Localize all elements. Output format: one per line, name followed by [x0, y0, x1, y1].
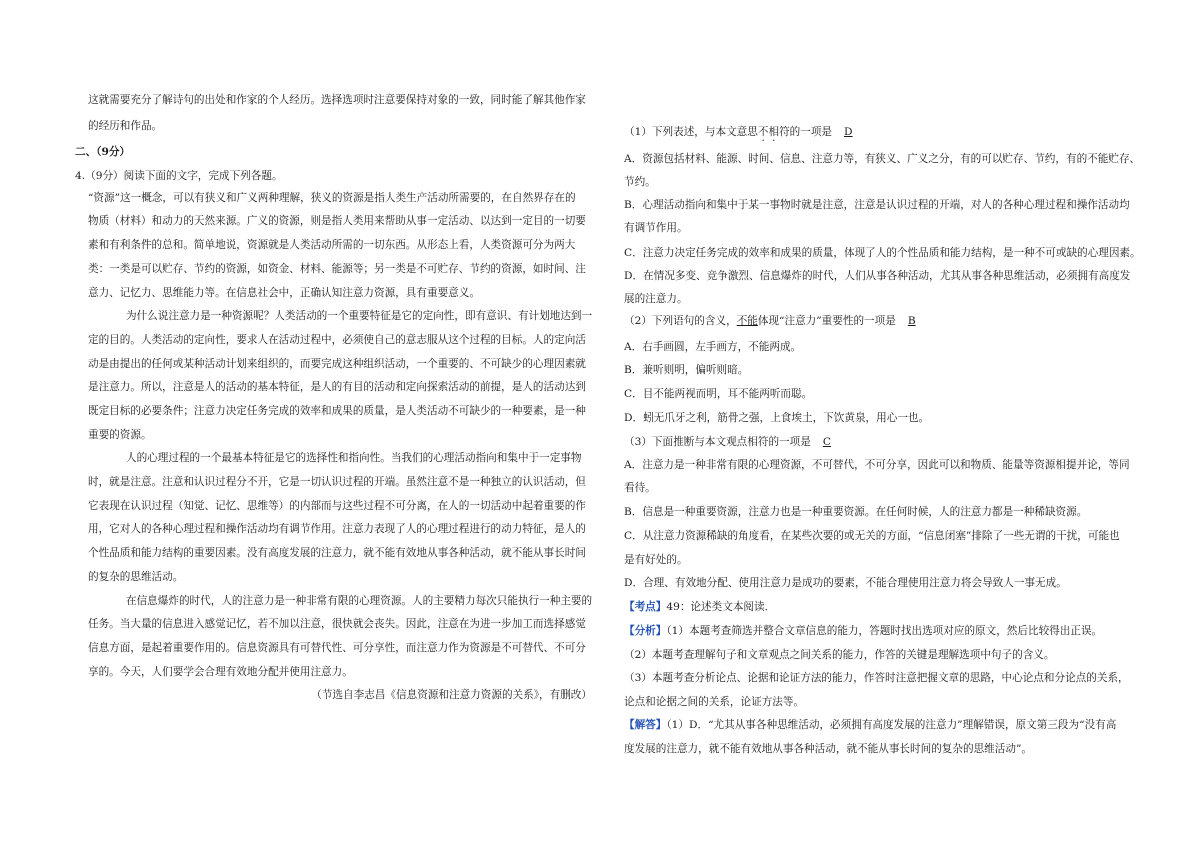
subquestion-1: （1）下列表述，与本文意思不相符的一项是 D [624, 125, 865, 144]
passage-line: 意力、记忆力、思维能力等。在信息社会中，正确认知注意力资源，具有重要意义。 [88, 287, 480, 299]
emphasis-mark: 不相 [757, 126, 780, 138]
passage-line: 任务。当大量的信息进入感觉记忆，若不加以注意，很快就会丧失。因此，注意在为进一步加工而选择感觉 [88, 618, 586, 630]
answer-blank: B [907, 315, 916, 327]
analysis-line: （3）本题考查分析论点、论据和论证方法的能力，作答时注意把握文章的思路，中心论点和分论点的关系， [624, 672, 1129, 684]
passage-line: 重要的资源。 [88, 429, 152, 441]
option-line: A．资源包括材料、能源、时间、信息、注意力等，有狭义、广义之分，有的可以贮存、节约，有的不能贮存、 [624, 153, 1141, 165]
option-line: B．兼听则明，偏听则暗。 [624, 364, 749, 376]
passage-line: 类：一类是可以贮存、节约的资源，如资金、材料、能源等；另一类是不可贮存、节约的资源，如时间、注 [88, 263, 586, 275]
source-citation: （节选自李志昌《信息资源和注意力资源的关系》，有删改） [311, 689, 592, 701]
passage-line: 定的目的。人类活动的定向性，要求人在活动过程中，必须使自己的意志服从这个过程的目标。人的定向活 [88, 334, 586, 346]
option-line: D．合理、有效地分配、使用注意力是成功的要素，不能合理使用注意力将会导致人一事无成。 [624, 577, 1067, 589]
option-line: A．右手画圆，左手画方，不能两成。 [624, 341, 802, 353]
subquestion-3: （3）下面推断与本文观点相符的一项是 C [624, 435, 843, 449]
passage-line: 物质（材料）和动力的天然来源。广义的资源，则是指人类用来帮助从事一定活动、以达到一定目的一切要 [88, 215, 586, 227]
passage-line: 它表现在认识过程（知觉、记忆、思维等）的内部而与这些过程不可分离，在人的一切活动中起着重要的作 [88, 500, 586, 512]
jieda-tag: 【解答】 [624, 719, 667, 731]
analysis-line: （2）本题考查理解句子和文章观点之间关系的能力，作答的关键是理解选项中句子的含义。 [624, 649, 1055, 661]
option-line: C．从注意力资源稀缺的角度看，在某些次要的或无关的方面，“信息闭塞”排除了一些无谓的干扰，可能也 [624, 530, 1120, 542]
answer-blank: C [822, 436, 831, 448]
intro-line: 这就需要充分了解诗句的出处和作家的个人经历。选择选项时注意要保持对象的一致，同时能了解其他作家 [88, 94, 586, 106]
passage-line: 素和有利条件的总和。简单地说，资源就是人类活动所需的一切东西。从形态上看，人类资源可分为两大 [88, 239, 576, 251]
option-line: B．信息是一种重要资源，注意力也是一种重要资源。在任何时候，人的注意力都是一种稀缺资源。 [624, 506, 1088, 518]
passage-line: 为什么说注意力是一种资源呢？人类活动的一个重要特征是它的定向性，即有意识、有计划地达到一 [126, 310, 593, 322]
question-4-title: 4.（9分）阅读下面的文字，完成下列各题。 [75, 170, 283, 182]
emphasis-mark: 不能 [736, 315, 758, 327]
fenxi-tag: 【分析】 [624, 625, 667, 637]
kaodian-tag: 【考点】 [624, 601, 667, 613]
passage-line: 动是由提出的任何或某种活动计划来组织的，而要完成这种组织活动，一个重要的、不可缺少的心理因素就 [88, 358, 586, 370]
passage-line: 信息方面，是起着重要作用的。信息资源具有可替代性、可分享性，而注意力作为资源是不可替代、不可分 [88, 642, 586, 654]
option-line: B．心理活动指向和集中于某一事物时就是注意，注意是认识过程的开端，对人的各种心理过程和操作活动均 [624, 199, 1130, 211]
answer-explanation-line: 度发展的注意力，就不能有效地从事各种活动，就不能从事长时间的复杂的思维活动”。 [624, 743, 1032, 755]
passage-line: 人的心理过程的一个最基本特征是它的选择性和指向性。当我们的心理活动指向和集中于一定事物 [126, 452, 582, 464]
passage-line: 的复杂的思维活动。 [88, 571, 184, 583]
option-line: 有调节作用。 [624, 222, 688, 234]
passage-line: 是注意力。所以，注意是人的活动的基本特征，是人的有目的活动和定向探索活动的前提，是人的活动达到 [88, 381, 586, 393]
option-line: D．蚓无爪牙之利，筋骨之强，上食埃土，下饮黄泉，用心一也。 [624, 412, 930, 424]
passage-line: 个性品质和能力结构的重要因素。没有高度发展的注意力，就不能有效地从事各种活动，就不能从事长时间 [88, 547, 586, 559]
analysis-line: 论点和论据之间的关系，论证方法等。 [624, 696, 805, 708]
option-line: 节约。 [624, 176, 656, 188]
option-line: C．注意力决定任务完成的效率和成果的质量，体现了人的个性品质和能力结构，是一种不可或缺的心理因素。 [624, 247, 1141, 259]
option-line: 看待。 [624, 482, 656, 494]
intro-line: 的经历和作品。 [88, 120, 163, 132]
option-line: A．注意力是一种非常有限的心理资源，不可替代，不可分享，因此可以和物质、能量等资源相提并论，等同 [624, 459, 1130, 471]
jieda-line: 【解答】（1）D．“尤其从事各种思维活动，必须拥有高度发展的注意力”理解错误，原文第三段为“没有高 [624, 719, 1117, 731]
section-title: 二、（9分） [75, 146, 131, 158]
option-line: C．目不能两视而明，耳不能两听而聪。 [624, 388, 813, 400]
passage-line: 在信息爆炸的时代，人的注意力是一种非常有限的心理资源。人的主要精力每次只能执行一种主要的 [126, 595, 593, 607]
passage-line: 用，它对人的各种心理过程和操作活动均有调节作用。注意力表现了人的心理过程进行的动力特征，是人的 [88, 523, 586, 535]
option-line: D．在情况多变、竞争激烈、信息爆炸的时代，人们从事各种活动，尤其从事各种思维活动，必须拥有高度发 [624, 270, 1131, 282]
subquestion-2: （2）下列语句的含义，不能体现“注意力”重要性的一项是 B [624, 314, 928, 328]
passage-line: 既定目标的必要条件；注意力决定任务完成的效率和成果的质量，是人类活动不可缺少的一种要素，是一种 [88, 405, 586, 417]
option-line: 展的注意力。 [624, 293, 688, 305]
option-line: 是有好处的。 [624, 554, 688, 566]
kaodian-line: 【考点】49：论述类文本阅读． [624, 601, 776, 613]
passage-line: “资源”这一概念，可以有狭义和广义两种理解，狭义的资源是指人类生产活动所需要的，在自然界存在的 [88, 192, 576, 204]
passage-line: 享的。今天，人们要学会合理有效地分配并使用注意力。 [88, 666, 353, 678]
answer-blank: D [844, 126, 853, 138]
fenxi-line: 【分析】（1）本题考查筛选并整合文章信息的能力，答题时找出选项对应的原文，然后比较得出正误。 [624, 625, 1103, 637]
passage-line: 时，就是注意。注意和认识过程分不开，它是一切认识过程的开端。虽然注意不是一种独立的认识活动，但 [88, 476, 586, 488]
